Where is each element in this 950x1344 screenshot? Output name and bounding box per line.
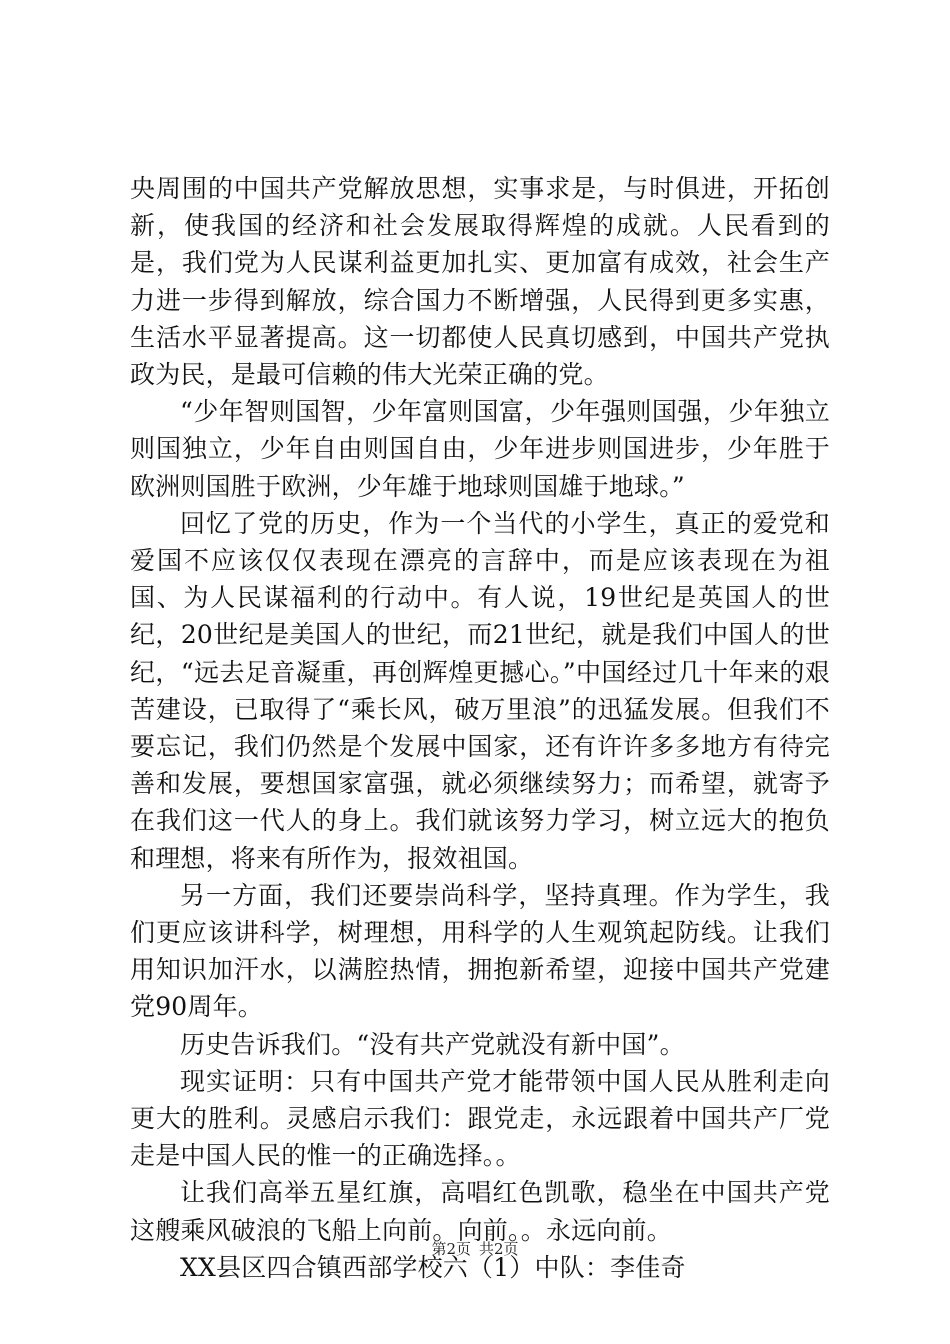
page-footer <box>0 1239 950 1259</box>
paragraph-quote: “少年智则国智，少年富则国富，少年强则国强，少年独立则国独立，少年自由则国自由，少年进步则国进步，少年胜于欧洲则国胜于欧洲，少年雄于地球则国雄于地球。” <box>130 397 830 501</box>
page-total: 共2页 <box>479 1240 519 1258</box>
paragraph-reality: 现实证明：只有中国共产党才能带领中国人民从胜利走向更大的胜利。灵感启示我们：跟党走，永远跟着中国共产厂党走是中国人民的惟一的正确选择。。 <box>130 1066 830 1171</box>
paragraph-science: 另一方面，我们还要崇尚科学，坚持真理。作为学生，我们更应该讲科学，树理想，用科学的人生观筑起防线。让我们用知识加汗水，以满腔热情，拥抱新希望，迎接中国共产党建党90周年。 <box>130 880 830 1022</box>
paragraph-lesson: 历史告诉我们。“没有共产党就没有新中国”。 <box>180 1029 685 1059</box>
document-body <box>130 170 830 1286</box>
paragraph-continuation: 央周围的中国共产党解放思想，实事求是，与时俱进，开拓创新，使我国的经济和社会发展取得辉煌的成就。人民看到的是，我们党为人民谋利益更加扎实、更加富有成效，社会生产力进一步得到解放，综合国力不断增强，人民得到更多实惠，生活水平显著提高。这一切都使人民真切感到，中国共产党执政为民，是最可信赖的伟大光荣正确的党。 <box>130 174 830 390</box>
paragraph-closing: 让我们高举五星红旗，高唱红色凯歌，稳坐在中国共产党这艘乘风破浪的飞船上向前。向前。。永远向前。 <box>130 1178 830 1245</box>
paragraph-history: 回忆了党的历史，作为一个当代的小学生，真正的爱党和爱国不应该仅仅表现在漂亮的言辞中，而是应该表现在为祖国、为人民谋福利的行动中。有人说，19世纪是英国人的世纪，20世纪是美国人的世纪，而21世纪，就是我们中国人的世纪，“远去足音凝重，再创辉煌更撼心。”中国经过几十年来的艰苦建设，已取得了“乘长风，破万里浪”的迅猛发展。但我们不要忘记，我们仍然是个发展中国家，还有许许多多地方有待完善和发展，要想国家富强，就必须继续努力；而希望，就寄予在我们这一代人的身上。我们就该努力学习，树立远大的抱负和理想，将来有所作为，报效祖国。 <box>130 508 830 873</box>
page-number: 第2页 <box>431 1240 471 1258</box>
author-signature: XX县区四合镇西部学校六（1）中队：李佳奇 <box>180 1252 686 1282</box>
